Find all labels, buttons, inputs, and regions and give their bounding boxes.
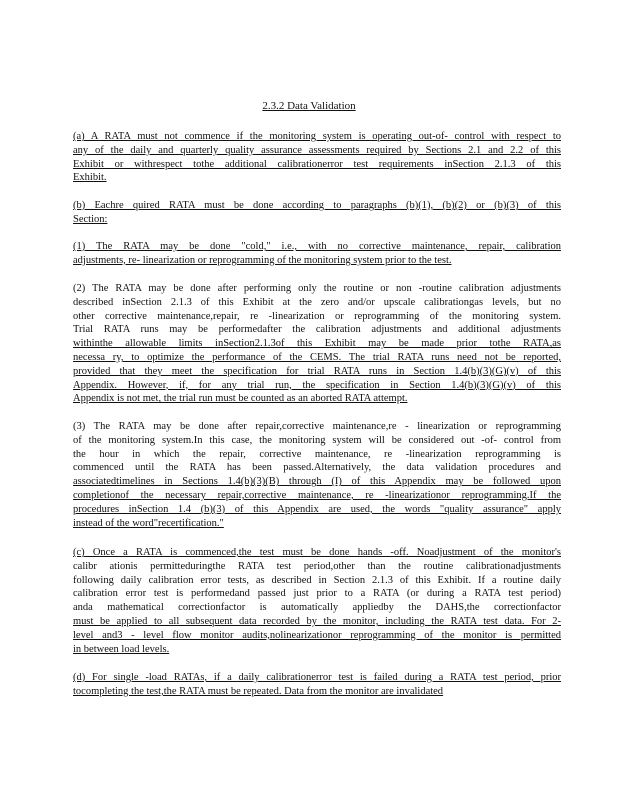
paragraph-line (73, 240, 561, 254)
paragraph-line (73, 615, 561, 629)
paragraph-line-text: Exhibit or withrespect tothe additional calibrationerror test requirements inSection 2.1.3 of this (73, 158, 561, 170)
paragraph-line (73, 517, 561, 531)
paragraph-line-text: Trial RATA runs may be performedafter the calibration adjustments and additional adjustments (73, 324, 561, 336)
paragraph-line-text: Appendix is not met, the trial run must be counted as an aborted RATA attempt. (73, 393, 408, 405)
section-title-text: 2.3.2 Data Validation (262, 100, 356, 112)
paragraph-line-text: instead of the word"recertification." (73, 517, 224, 529)
paragraph-line-text: provided that they meet the specification for trial RATA runs in Section 1.4(b)(3)(G)(v) of this (73, 365, 561, 377)
paragraph-line (73, 365, 561, 379)
paragraph-line (73, 144, 561, 158)
paragraph-line (73, 461, 561, 475)
paragraph-b1 (73, 240, 561, 268)
paragraph-line-text: following daily calibration error tests, as described in Section 2.1.3 of this Exhibit. If a routine daily (73, 574, 561, 586)
paragraph-line-text: (1) The RATA may be done "cold," i.e., with no corrective maintenance, repair, calibration (73, 241, 561, 252)
paragraph-line-text: adjustments, re- linearization or reprogramming of the monitoring system prior to the test. (73, 254, 452, 266)
paragraph-line-text: of the monitoring system.In this case, the monitoring system will be considered out -of- control from (73, 434, 561, 446)
paragraph-line-text: anda mathematical correctionfactor is automatically appliedby the DAHS,the correctionfactor (73, 602, 561, 614)
section-title (0, 100, 618, 112)
paragraph-a (73, 130, 561, 185)
paragraph-line-text: other corrective maintenance,repair, re -linearization or reprogramming of the monitoring system. (73, 310, 561, 322)
paragraph-line-text: Exhibit. (73, 172, 107, 184)
paragraph-line (73, 130, 561, 144)
paragraph-line-text: Appendix. However, if, for any trial run, the specification in Section 1.4(b)(3)(G)(v) of this (73, 379, 561, 391)
paragraph-line (73, 171, 561, 185)
paragraph-b2 (73, 282, 561, 406)
paragraph-line (73, 546, 561, 560)
paragraph-line-text: (3) The RATA may be done after repair,corrective maintenance,re - linearization or reprogramming (73, 421, 561, 432)
paragraph-line-text: necessa ry, to optimize the performance of the CEMS. The trial RATA runs need not be reported, (73, 351, 561, 363)
paragraph-line (73, 643, 561, 657)
paragraph-line (73, 254, 561, 268)
paragraph-line (73, 323, 561, 337)
paragraph-d (73, 671, 561, 699)
paragraph-line (73, 503, 561, 517)
paragraph-line (73, 282, 561, 296)
paragraph-line (73, 560, 561, 574)
paragraph-line (73, 296, 561, 310)
paragraph-line (73, 434, 561, 448)
paragraph-c (73, 546, 561, 656)
paragraph-line-text: calibr ationis permitteduringthe RATA test period,other than the routine calibrationadjustments (73, 560, 561, 572)
paragraph-line-text: (b) Eachre quired RATA must be done according to paragraphs (b)(1), (b)(2) or (b)(3) of this (73, 200, 561, 211)
paragraph-line (73, 392, 561, 406)
paragraph-line-text: any of the daily and quarterly quality assurance assessments required by Sections 2.1 and 2.2 of this (73, 144, 561, 156)
paragraph-line (73, 685, 561, 699)
paragraph-line-text: must be applied to all subsequent data recorded by the monitor, including the RATA test data. For 2- (73, 615, 561, 627)
paragraph-line-text: (a) A RATA must not commence if the monitoring system is operating out-of- control with respect to (73, 131, 561, 142)
paragraph-line (73, 199, 561, 213)
paragraph-line-text: associatedtimelines in Sections 1.4(b)(3)(B) through (I) of this Appendix may be followed upon (73, 476, 561, 488)
paragraph-b (73, 199, 561, 227)
paragraph-line (73, 489, 561, 503)
paragraph-line (73, 601, 561, 615)
paragraph-line (73, 587, 561, 601)
paragraph-line (73, 158, 561, 172)
paragraph-line (73, 351, 561, 365)
paragraph-line-text: commenced until the RATA has been passed.Alternatively, the data validation procedures and (73, 462, 561, 474)
paragraph-line (73, 475, 561, 489)
paragraph-line (73, 448, 561, 462)
paragraph-line-text: Section: (73, 213, 108, 225)
paragraph-line (73, 337, 561, 351)
paragraph-line-text: level and3 - level flow monitor audits,nolinearizationor reprogramming of the monitor is permitted (73, 629, 561, 641)
paragraph-line-text: procedures inSection 1.4 (b)(3) of this Appendix are used, the words "quality assurance" apply (73, 503, 561, 515)
paragraph-line-text: in between load levels. (73, 643, 170, 655)
paragraph-line (73, 310, 561, 324)
paragraph-line-text: the hour in which the repair, corrective maintenance, re -linearization reprogramming is (73, 448, 561, 460)
paragraph-line (73, 420, 561, 434)
paragraph-line-text: completionof the necessary repair,corrective maintenance, re -linearizationor reprogramming.If the (73, 489, 561, 501)
paragraph-line (73, 629, 561, 643)
paragraph-line-text: described inSection 2.1.3 of this Exhibit at the zero and/or upscale calibrationgas levels, but no (73, 296, 561, 308)
paragraph-line (73, 379, 561, 393)
paragraph-line (73, 213, 561, 227)
paragraph-line-text: withinthe allowable limits inSection2.1.3of this Exhibit may be made prior tothe RATA,as (73, 338, 561, 350)
paragraph-line-text: (d) For single -load RATAs, if a daily calibrationerror test is failed during a RATA test period, prior (73, 672, 561, 683)
paragraph-line-text: calibration error test is performedand passed just prior to a RATA (or during a RATA test period) (73, 588, 561, 600)
paragraph-line (73, 671, 561, 685)
paragraph-line (73, 574, 561, 588)
paragraph-b3 (73, 420, 561, 530)
paragraph-line-text: tocompleting the test,the RATA must be repeated. Data from the monitor are invalidated (73, 685, 444, 697)
paragraph-line-text: (c) Once a RATA is commenced,the test must be done hands -off. Noadjustment of the monitor's (73, 547, 561, 558)
paragraph-line-text: (2) The RATA may be done after performing only the routine or non -routine calibration adjustments (73, 283, 561, 294)
